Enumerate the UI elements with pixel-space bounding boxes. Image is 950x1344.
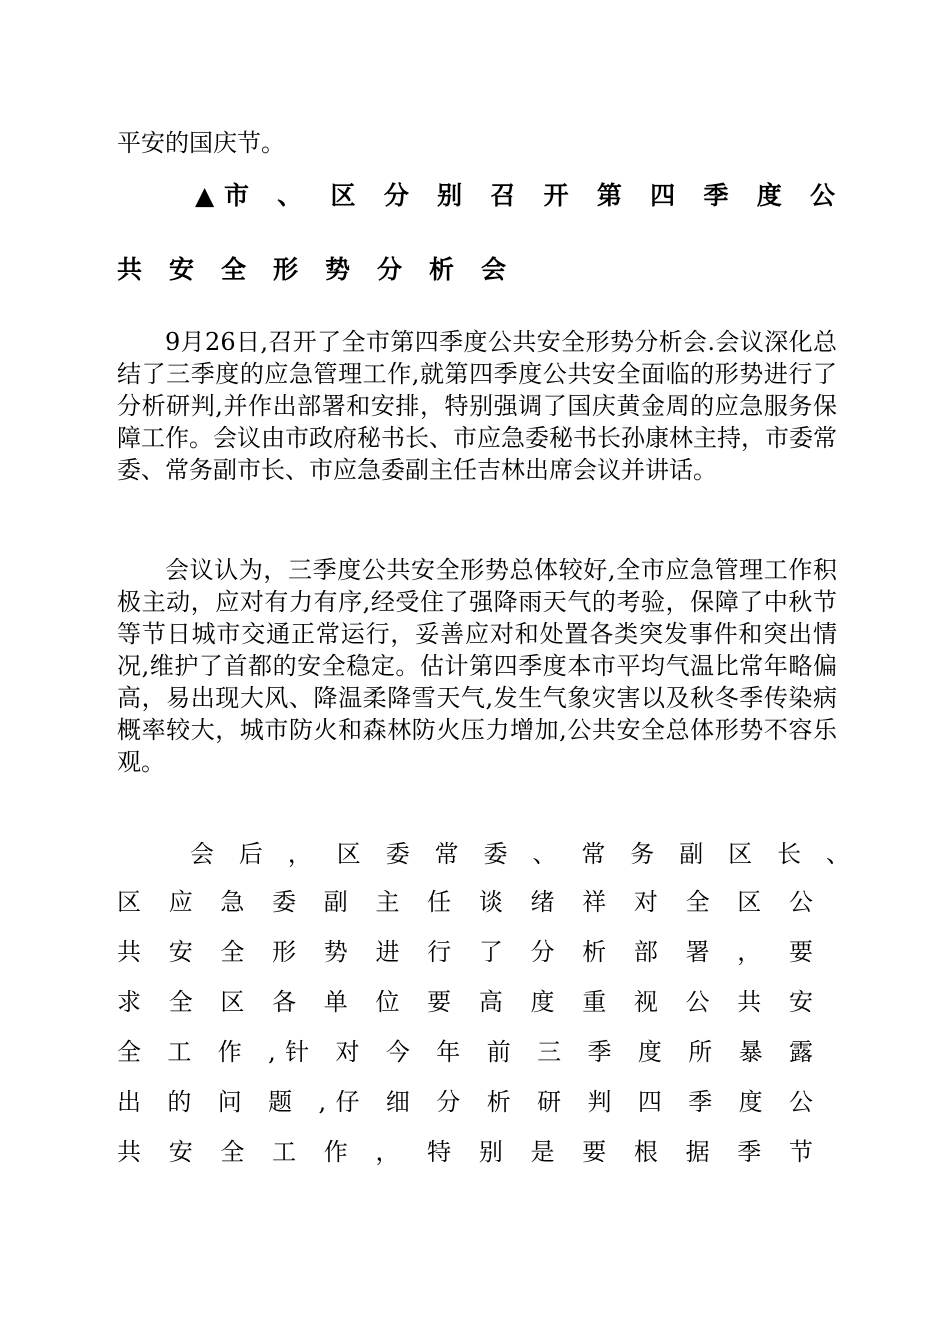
paragraph-district-line-3: 共 安 全 形 势 进 行 了 分 析 部 署 ， 要 [117, 938, 813, 966]
section-heading-line-2: 共安全形势分析会 [117, 255, 534, 284]
paragraph-meeting-assessment: 会议认为，三季度公共安全形势总体较好,全市应急管理工作积极主动，应对有力有序,经受住了强降雨天气的考验，保障了中秋节等节日城市交通正常运行，妥善应对和处置各类突发事件和突出情况,维护了首都的安全稳定。估计第四季度本市平均气温比常年略偏高，易出现大风、降温柔降雪天气,发生气象灾害以及秋冬季传染病概率较大，城市防火和森林防火压力增加,公共安全总体形势不容乐观。 [117, 556, 837, 776]
paragraph-district-line-5: 全 工 作 ,针 对 今 年 前 三 季 度 所 暴 露 [117, 1038, 813, 1066]
paragraph-district-line-4: 求 全 区 各 单 位 要 高 度 重 视 公 共 安 [117, 988, 813, 1016]
paragraph-district-line-7: 共 安 全 工 作 ， 特 别 是 要 根 据 季 节 [117, 1138, 813, 1166]
lead-line: 平安的国庆节。 [117, 129, 285, 157]
paragraph-district-line-1: 会 后 ， 区 委 常 委 、 常 务 副 区 长 、 [190, 840, 850, 868]
paragraph-meeting-summary: 9月26日,召开了全市第四季度公共安全形势分析会.会议深化总结了三季度的应急管理工作,就第四季度公共安全面临的形势进行了分析研判,并作出部署和安排，特别强调了国庆黄金周的应急服务保障工作。会议由市政府秘书长、市应急委秘书长孙康林主持，市委常委、常务副市长、市应急委副主任吉林出席会议并讲话。 [117, 328, 837, 484]
paragraph-district-line-2: 区 应 急 委 副 主 任 谈 绪 祥 对 全 区 公 [117, 888, 813, 916]
section-heading-line-1: ▲市 、 区 分 别 召 开 第 四 季 度 公 [195, 181, 835, 210]
paragraph-district-line-6: 出 的 问 题 ,仔 细 分 析 研 判 四 季 度 公 [117, 1088, 813, 1116]
